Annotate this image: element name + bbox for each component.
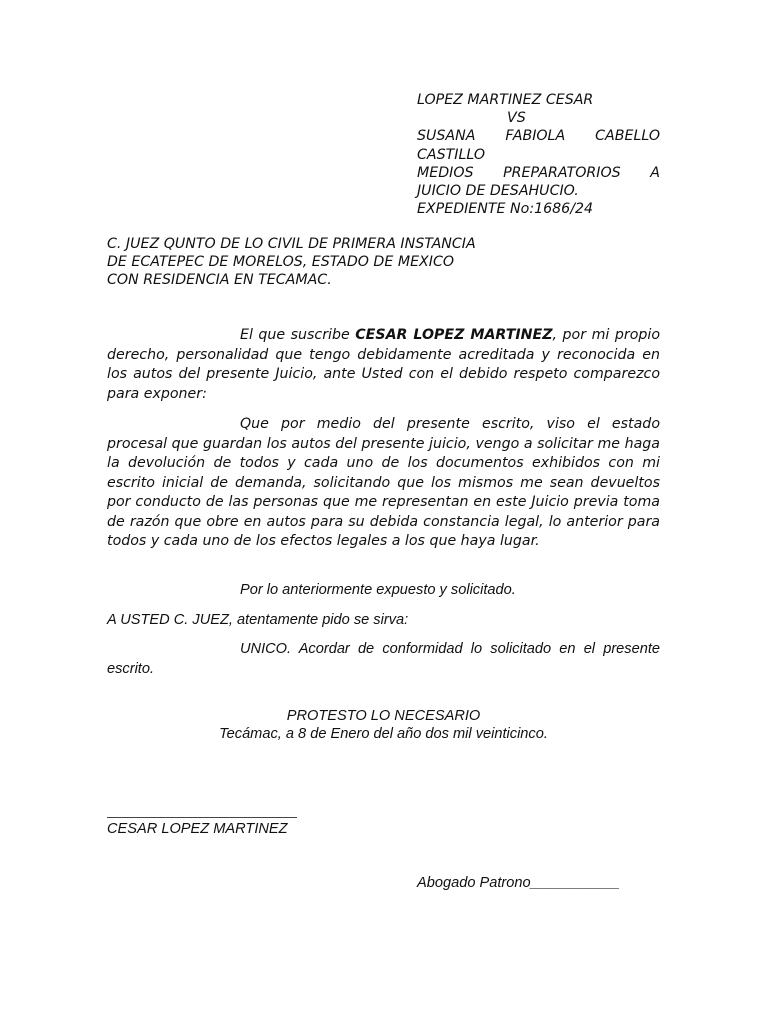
case-number: EXPEDIENTE No:1686/24 bbox=[417, 201, 594, 218]
closing-block bbox=[107, 707, 660, 743]
paragraph-expuesto: Por lo anteriormente expuesto y solicitado. bbox=[240, 582, 516, 598]
addressee-line1: C. JUEZ QUNTO DE LO CIVIL DE PRIMERA INSTANCIA bbox=[107, 236, 476, 252]
plaintiff-name: LOPEZ MARTINEZ CESAR bbox=[417, 92, 594, 108]
place-date-text: Tecámac, a 8 de Enero del año dos mil veinticinco. bbox=[219, 726, 548, 742]
signature-line bbox=[107, 817, 297, 818]
matter-line1: MEDIOS PREPARATORIOS A bbox=[417, 164, 660, 181]
case-caption bbox=[417, 91, 660, 218]
appearance-prefix: El que suscribe bbox=[240, 327, 356, 343]
paragraph-unico: UNICO. Acordar de conformidad lo solicitado en el presente escrito. bbox=[107, 641, 660, 677]
protesto-text: PROTESTO LO NECESARIO bbox=[286, 708, 481, 724]
abogado-patrono-label: Abogado Patrono___________ bbox=[417, 875, 620, 891]
defendant-name-line1: SUSANA FABIOLA CABELLO bbox=[417, 128, 660, 145]
addressee-block bbox=[107, 235, 527, 290]
appearance-rest: , por mi propio derecho, personalidad que tengo debidamente acreditada y reconocida en los autos del presente Juicio, ante Usted con el debido respeto comparezco para exponer: bbox=[107, 327, 660, 402]
paragraph-appearance bbox=[107, 326, 660, 404]
signature-name: CESAR LOPEZ MARTINEZ bbox=[107, 821, 288, 837]
signer-name-bold: CESAR LOPEZ MARTINEZ bbox=[355, 327, 553, 343]
paragraph-request: Que por medio del presente escrito, viso el estado procesal que guardan los autos del presente juicio, vengo a solicitar me haga la devolución de todos y cada uno de los documentos exhibidos con mi escrito inicial de demanda, solicitando que los mismos me sean devueltos por conducto de las personas que me representan en este Juicio previa toma de razón que obre en autos para su debida constancia legal, lo anterior para todos y cada uno de los efectos legales a los que haya lugar. bbox=[107, 416, 660, 549]
addressee-line3: CON RESIDENCIA EN TECAMAC. bbox=[107, 272, 332, 289]
addressee-line2: DE ECATEPEC DE MORELOS, ESTADO DE MEXICO bbox=[107, 254, 455, 271]
matter-line2: JUICIO DE DESAHUCIO. bbox=[417, 183, 579, 200]
paragraph-petition: A USTED C. JUEZ, atentamente pido se sirva: bbox=[107, 612, 409, 628]
defendant-name-line2: CASTILLO bbox=[417, 146, 486, 163]
versus-label: VS bbox=[507, 110, 526, 127]
